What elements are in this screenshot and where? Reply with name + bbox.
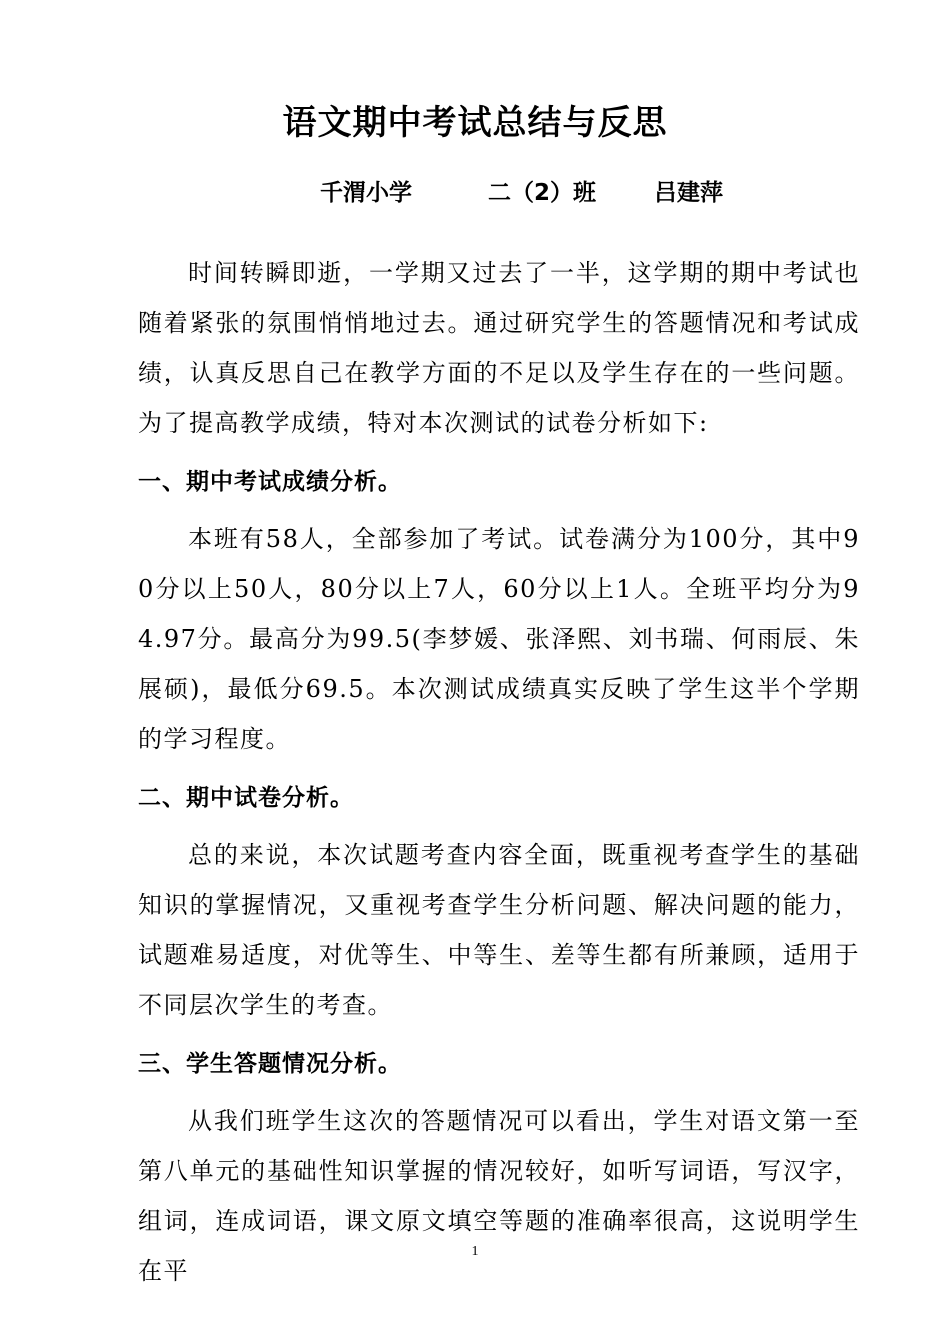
class-name: 二（2）班	[488, 180, 597, 206]
section-paragraph-answer-analysis: 从我们班学生这次的答题情况可以看出，学生对语文第一至第八单元的基础性知识掌握的情况较好，如听写词语，写汉字，组词，连成词语，课文原文填空等题的准确率很高，这说明学生在平	[138, 1107, 860, 1285]
document-body	[138, 248, 860, 1296]
page-number: 1	[471, 1244, 479, 1259]
section-heading-paper-analysis: 二、期中试卷分析。	[138, 785, 354, 811]
intro-paragraph: 时间转瞬即逝，一学期又过去了一半，这学期的期中考试也随着紧张的氛围悄悄地过去。通过研究学生的答题情况和考试成绩，认真反思自己在教学方面的不足以及学生存在的一些问题。为了提高教学成绩，特对本次测试的试卷分析如下:	[138, 259, 860, 437]
school-name: 千渭小学	[320, 180, 412, 206]
section-heading-score-analysis: 一、期中考试成绩分析。	[138, 469, 402, 495]
section-paragraph-paper-analysis: 总的来说，本次试题考查内容全面，既重视考查学生的基础知识的掌握情况，又重视考查学生分析问题、解决问题的能力，试题难易适度，对优等生、中等生、差等生都有所兼顾，适用于不同层次学生的考查。	[138, 841, 860, 1019]
section-paragraph-score-analysis: 本班有58人，全部参加了考试。试卷满分为100分，其中90分以上50人，80分以上7人，60分以上1人。全班平均分为94.97分。最高分为99.5(李梦媛、张泽熙、刘书瑞、何雨辰、朱展硕)，最低分69.5。本次测试成绩真实反映了学生这半个学期的学习程度。	[138, 525, 860, 753]
author-name: 吕建萍	[654, 180, 723, 206]
section-heading-answer-analysis: 三、学生答题情况分析。	[138, 1051, 402, 1077]
document-title: 语文期中考试总结与反思	[282, 103, 668, 143]
